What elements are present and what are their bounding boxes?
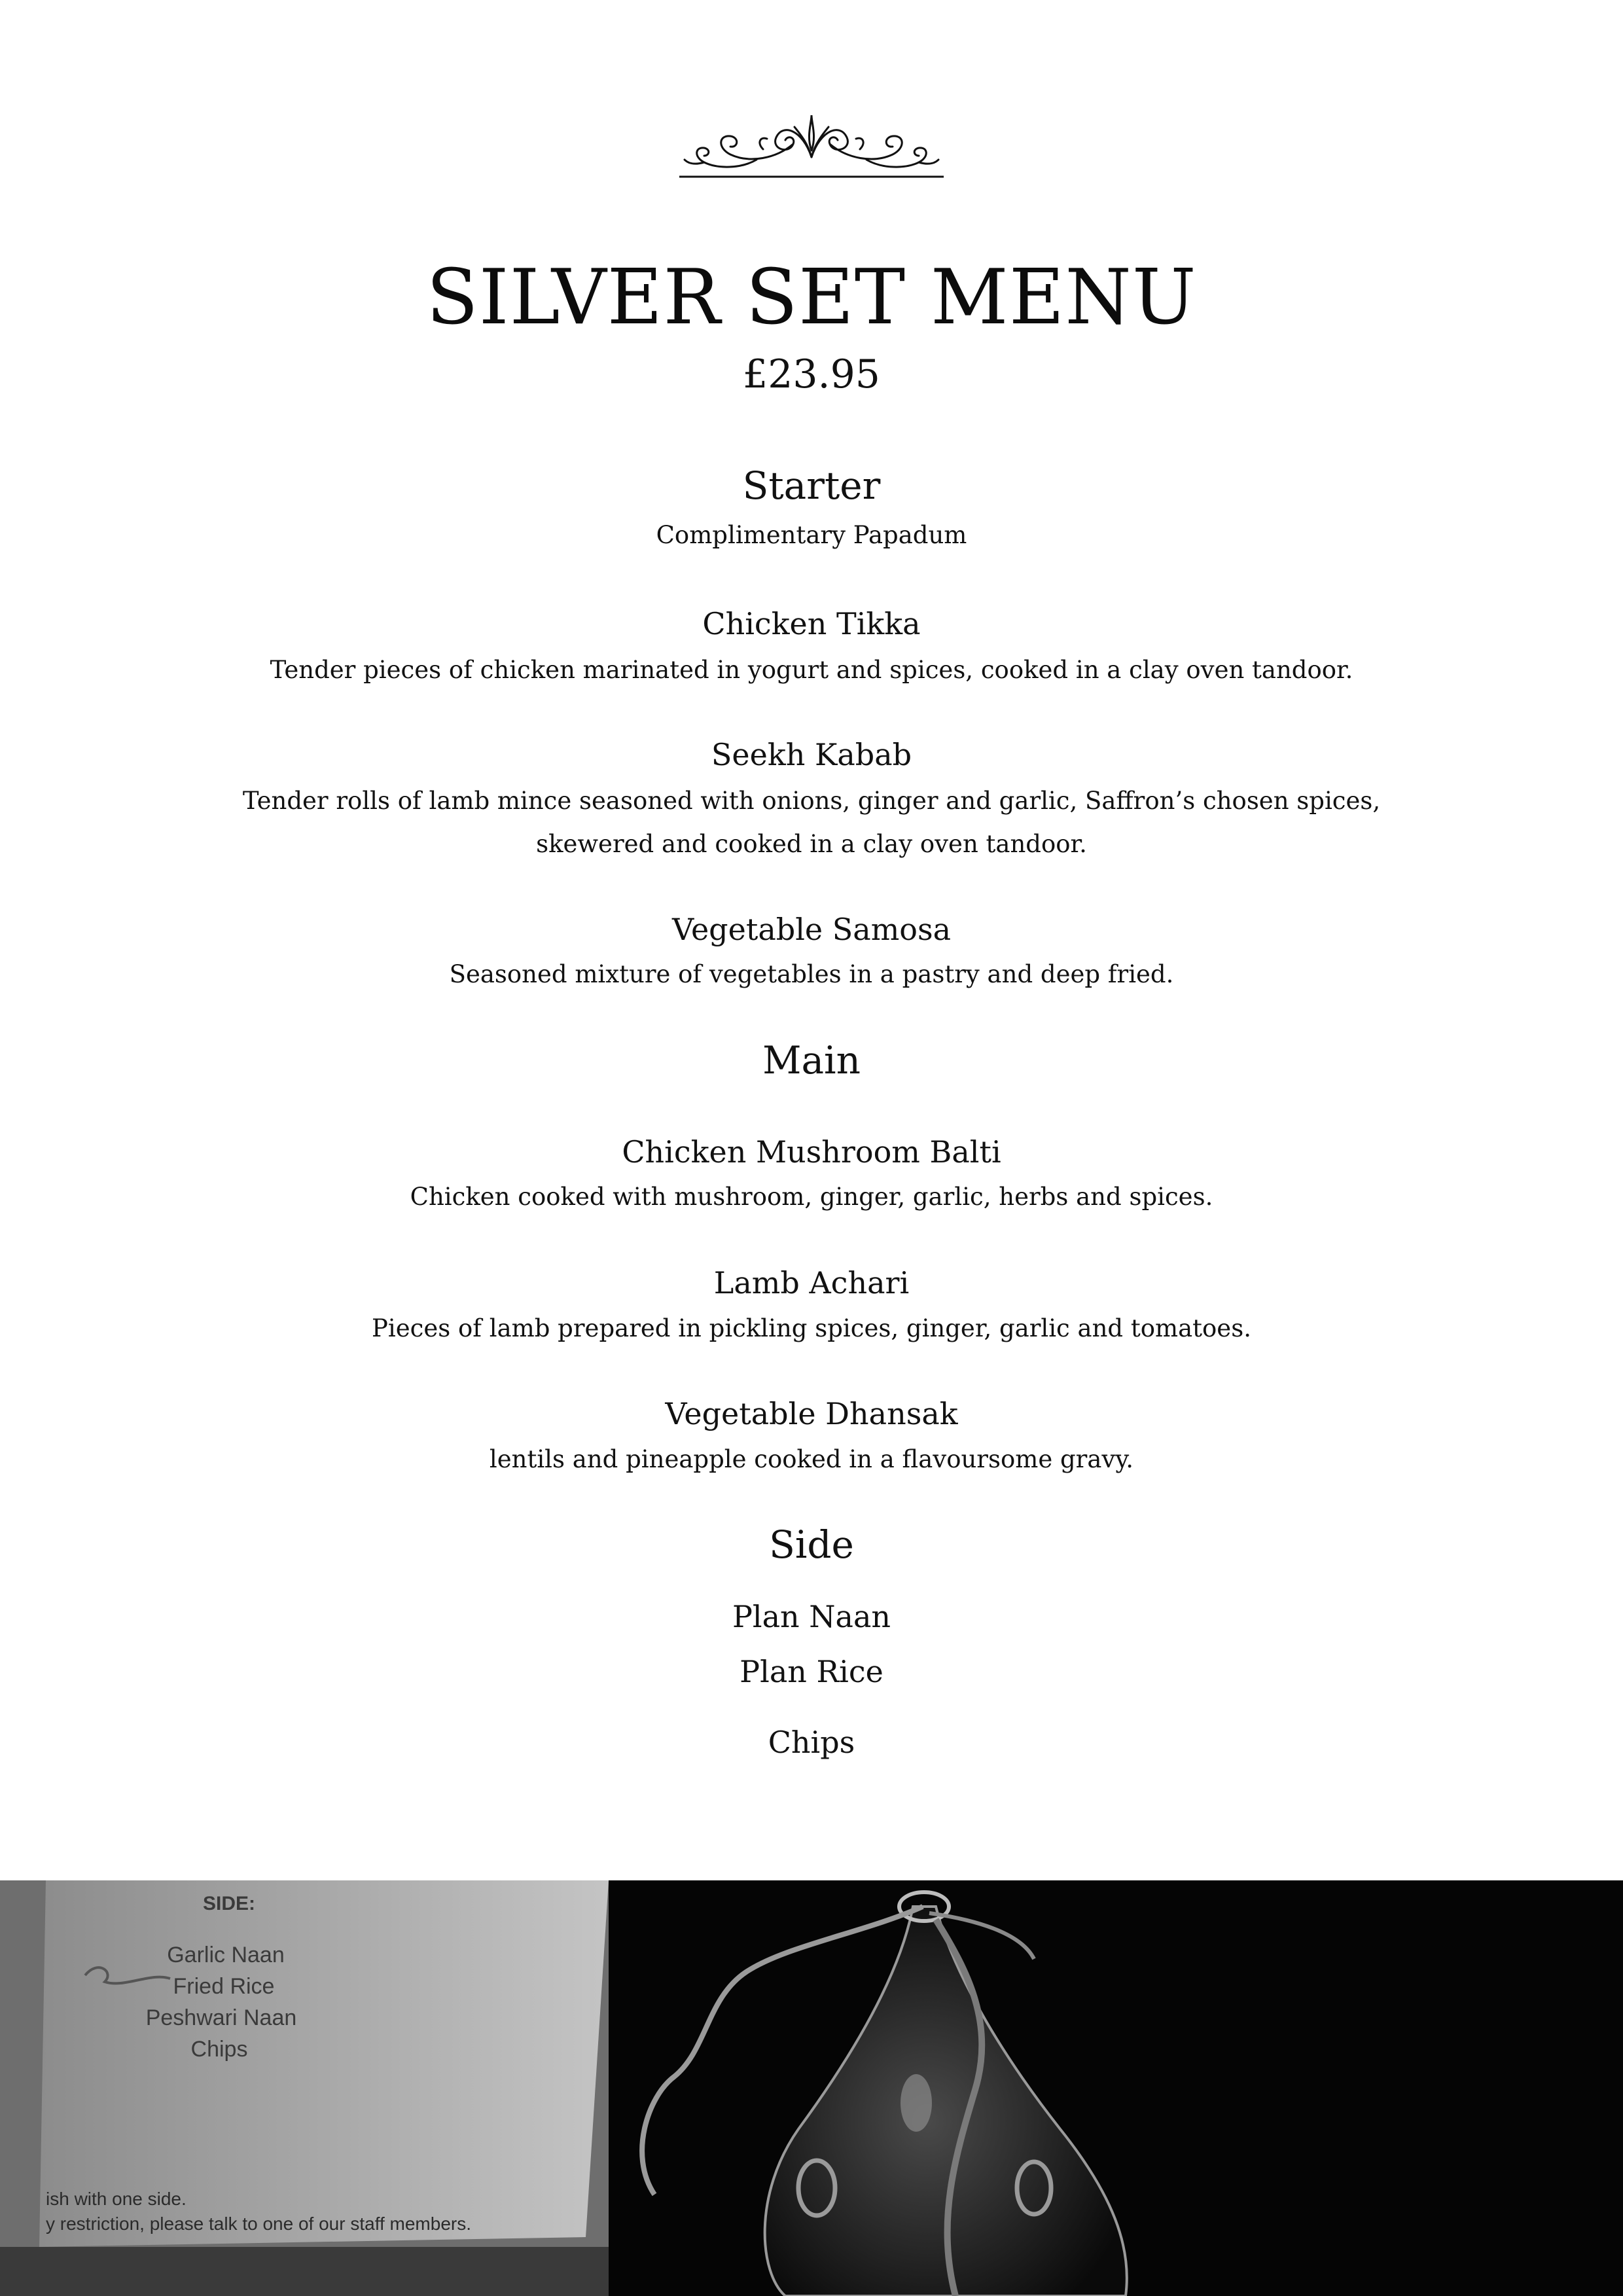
dish-description-chicken-tikka: Tender pieces of chicken marinated in yogurt and spices, cooked in a clay oven tandoor. xyxy=(270,656,1353,684)
dish-name-vegetable-samosa: Vegetable Samosa xyxy=(671,912,952,947)
photo-card-item: Garlic Naan xyxy=(167,1943,285,1967)
dish-description-chicken-mushroom-balti: Chicken cooked with mushroom, ginger, garlic, herbs and spices. xyxy=(410,1183,1213,1211)
section-heading-side: Side xyxy=(769,1522,854,1567)
section-heading-starter: Starter xyxy=(742,463,881,508)
dish-name-chicken-mushroom-balti: Chicken Mushroom Balti xyxy=(622,1134,1001,1170)
photo-illustration xyxy=(0,1880,1623,2296)
photo-card-footer: y restriction, please talk to one of our staff members. xyxy=(46,2214,472,2234)
photo-card-item: Peshwari Naan xyxy=(145,2005,297,2030)
dish-name-vegetable-dhansak: Vegetable Dhansak xyxy=(665,1396,958,1431)
dish-description-seekh-kabab: Tender rolls of lamb mince seasoned with onions, ginger and garlic, Saffron’s chosen spices, skewered and cooked in a clay oven tandoor. xyxy=(242,787,1381,858)
photo-card-heading: SIDE: xyxy=(202,1893,256,1914)
dish-description-vegetable-dhansak: lentils and pineapple cooked in a flavoursome gravy. xyxy=(489,1445,1134,1473)
side-item-chips: Chips xyxy=(768,1725,855,1760)
restaurant-photo xyxy=(0,1880,1623,2296)
photo-card-item: Chips xyxy=(190,2037,248,2062)
dish-description-vegetable-samosa: Seasoned mixture of vegetables in a pastry and deep fried. xyxy=(449,960,1174,988)
side-item-plan-naan: Plan Naan xyxy=(732,1599,891,1634)
menu-price: £23.95 xyxy=(743,351,880,397)
photo-card-footer: ish with one side. xyxy=(46,2189,187,2209)
ornament-flourish xyxy=(678,103,945,181)
dish-name-papadum: Complimentary Papadum xyxy=(656,521,967,549)
dish-description-lamb-achari: Pieces of lamb prepared in pickling spices, ginger, garlic and tomatoes. xyxy=(372,1314,1251,1342)
photo-card-item: Fried Rice xyxy=(173,1974,275,1999)
section-heading-main: Main xyxy=(762,1038,861,1083)
side-item-plan-rice: Plan Rice xyxy=(740,1654,883,1689)
menu-title: SILVER SET MENU xyxy=(426,253,1197,342)
dish-name-lamb-achari: Lamb Achari xyxy=(713,1265,910,1300)
dish-name-seekh-kabab: Seekh Kabab xyxy=(711,737,912,772)
dish-name-chicken-tikka: Chicken Tikka xyxy=(702,606,921,641)
